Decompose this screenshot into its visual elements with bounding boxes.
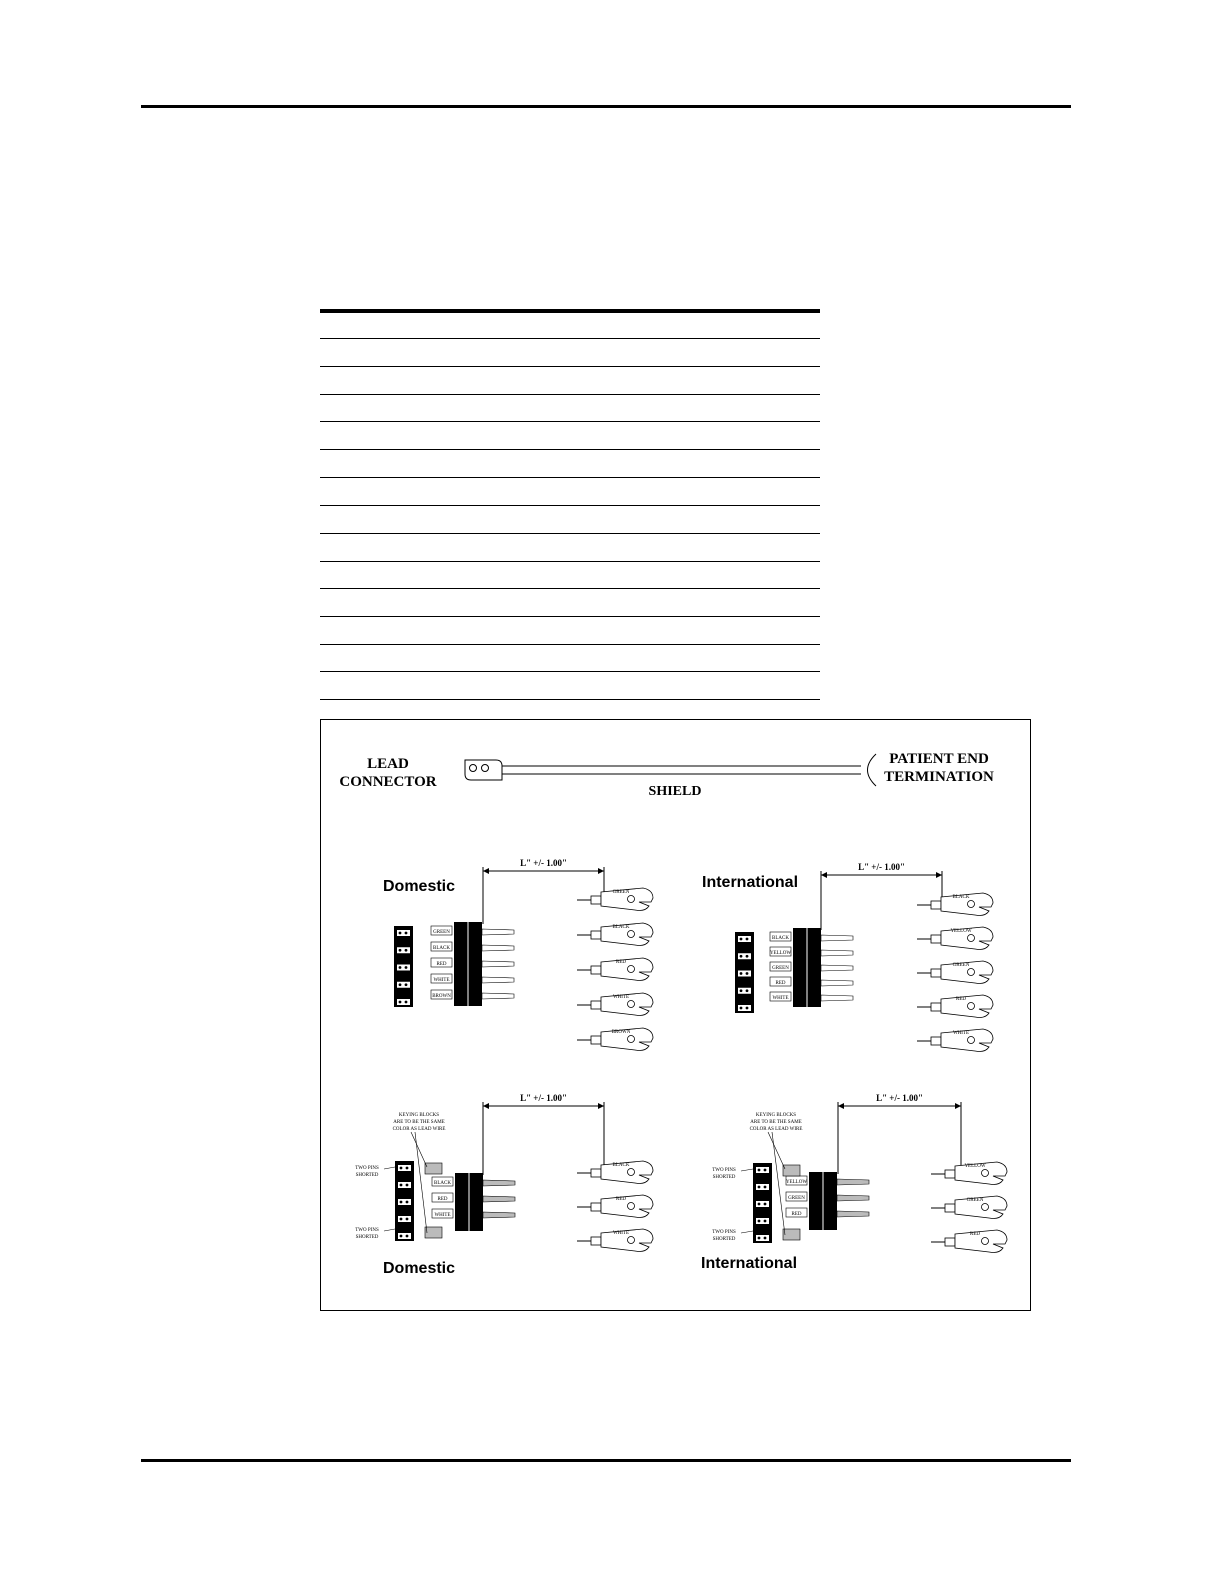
lead-wire	[483, 1180, 515, 1186]
pin-hole	[406, 1218, 409, 1221]
pin-hole	[764, 1220, 767, 1223]
table-row-rule	[320, 421, 820, 422]
pin-hole	[400, 1218, 403, 1221]
lead-wire	[482, 993, 514, 999]
top-rule	[141, 105, 1071, 108]
shield-cable	[502, 754, 876, 786]
two-pins-shorted-label: SHORTED	[355, 1173, 379, 1178]
patient-end-label-2: TERMINATION	[884, 769, 994, 785]
lead-wire	[837, 1179, 869, 1185]
two-pins-shorted-leader	[741, 1169, 753, 1171]
clip-boot	[945, 1204, 955, 1212]
length-label: L" +/- 1.00"	[520, 1093, 567, 1103]
keying-note-line: ARE TO BE THE SAME	[750, 1120, 802, 1125]
keying-note-line: COLOR AS LEAD WIRE	[392, 1127, 446, 1132]
keying-note-leader	[415, 1132, 427, 1233]
electrode-clip	[931, 1196, 1007, 1219]
clip-boot	[931, 1003, 941, 1011]
pin-hole	[746, 1007, 749, 1010]
clip-body	[941, 995, 993, 1018]
clip-boot	[945, 1170, 955, 1178]
pin-hole	[746, 938, 749, 941]
clip-label: GREEN	[952, 963, 970, 968]
two-pins-shorted-label: TWO PINS	[355, 1228, 379, 1233]
lead-wire	[821, 965, 853, 971]
two-pins-shorted-leader	[384, 1167, 395, 1169]
clip-label: GREEN	[612, 890, 630, 895]
electrode-clip	[577, 1028, 653, 1051]
clip-label: WHITE	[612, 1231, 630, 1236]
clip-body	[955, 1230, 1007, 1253]
panel-4	[701, 1093, 1007, 1272]
clip-marker	[968, 1003, 975, 1010]
clip-marker	[982, 1170, 989, 1177]
clip-label: BLACK	[612, 925, 630, 930]
pin-hole	[405, 932, 408, 935]
clip-marker	[982, 1204, 989, 1211]
clip-label: WHITE	[612, 995, 630, 1000]
panel-2	[702, 862, 993, 1052]
table-row-rule	[320, 561, 820, 562]
clip-label: RED	[970, 1232, 980, 1237]
table-row-rule	[320, 394, 820, 395]
two-pins-shorted-label: SHORTED	[712, 1237, 736, 1242]
clip-body	[601, 1195, 653, 1218]
clip-marker	[968, 969, 975, 976]
wire-label: BROWN	[432, 994, 451, 999]
clip-boot	[591, 966, 601, 974]
pin-hole	[740, 1007, 743, 1010]
clip-marker	[968, 901, 975, 908]
pin-hole	[764, 1237, 767, 1240]
pin-hole	[406, 1167, 409, 1170]
clip-label: RED	[956, 997, 966, 1002]
wire-label: RED	[437, 1197, 448, 1202]
two-pins-shorted-label: TWO PINS	[355, 1166, 379, 1171]
pin-hole	[406, 1201, 409, 1204]
table-row-rule	[320, 644, 820, 645]
pin-hole	[758, 1237, 761, 1240]
lead-wire	[837, 1211, 869, 1217]
table-row-rule	[320, 699, 820, 700]
electrode-clip	[931, 1230, 1007, 1253]
electrode-clip	[577, 958, 653, 981]
pin-hole	[740, 955, 743, 958]
clip-boot	[931, 1037, 941, 1045]
two-pins-shorted-leader	[741, 1231, 753, 1233]
clip-marker	[628, 1001, 635, 1008]
keying-note-leader	[772, 1132, 785, 1235]
pin-hole	[758, 1169, 761, 1172]
clip-marker	[628, 1036, 635, 1043]
lead-wire	[482, 945, 514, 951]
pin-hole	[758, 1186, 761, 1189]
clip-marker	[628, 1237, 635, 1244]
keying-block	[783, 1165, 800, 1176]
clip-boot	[591, 1036, 601, 1044]
pin-hole	[405, 983, 408, 986]
two-pins-shorted-label: TWO PINS	[712, 1230, 736, 1235]
clip-boot	[931, 935, 941, 943]
table-row-rule	[320, 338, 820, 339]
pin-hole	[400, 1184, 403, 1187]
wire-label: WHITE	[772, 996, 789, 1001]
wire-label: BLACK	[772, 936, 789, 941]
empty-table	[320, 309, 820, 704]
wire-label: GREEN	[788, 1196, 805, 1201]
clip-label: GREEN	[966, 1198, 984, 1203]
lead-wire	[821, 980, 853, 986]
table-header-rule	[320, 309, 820, 313]
electrode-clip	[577, 993, 653, 1016]
wire-label: GREEN	[772, 966, 789, 971]
clip-boot	[591, 1169, 601, 1177]
lead-wire	[482, 929, 514, 935]
pin-hole	[764, 1203, 767, 1206]
lead-wire	[483, 1196, 515, 1202]
clip-marker	[968, 935, 975, 942]
table-row-rule	[320, 366, 820, 367]
lead-wire-diagram	[320, 719, 1031, 1311]
wire-label: BLACK	[434, 1181, 451, 1186]
two-pins-shorted-label: TWO PINS	[712, 1168, 736, 1173]
two-pins-shorted-label: SHORTED	[712, 1175, 736, 1180]
table-row-rule	[320, 477, 820, 478]
clip-label: YELLOW	[950, 929, 972, 934]
clip-boot	[931, 901, 941, 909]
pin-hole	[740, 972, 743, 975]
pin-hole	[405, 1001, 408, 1004]
clip-marker	[628, 1203, 635, 1210]
wire-label: WHITE	[433, 978, 450, 983]
wire-label: YELLOW	[769, 951, 792, 956]
electrode-clip	[577, 1161, 653, 1184]
panel-3	[355, 1093, 653, 1277]
clip-label: WHITE	[952, 1031, 970, 1036]
panel-title: Domestic	[383, 878, 456, 895]
wire-label: RED	[436, 962, 447, 967]
clip-label: RED	[616, 960, 626, 965]
clip-marker	[628, 966, 635, 973]
table-row-rule	[320, 505, 820, 506]
clip-boot	[945, 1238, 955, 1246]
pin-hole	[399, 1001, 402, 1004]
pin-hole	[405, 966, 408, 969]
table-row-rule	[320, 449, 820, 450]
panels	[355, 858, 1007, 1277]
panel-title: International	[702, 874, 799, 891]
pin-hole	[399, 949, 402, 952]
clip-boot	[591, 1203, 601, 1211]
table-row-rule	[320, 616, 820, 617]
clip-marker	[968, 1037, 975, 1044]
pin-hole	[405, 949, 408, 952]
patient-end-label-1: PATIENT END	[889, 751, 989, 767]
clip-marker	[982, 1238, 989, 1245]
electrode-clip	[917, 893, 993, 916]
clip-label: BLACK	[952, 895, 970, 900]
electrode-clip	[917, 1029, 993, 1052]
clip-boot	[591, 1237, 601, 1245]
bottom-rule	[141, 1459, 1071, 1462]
keying-block	[783, 1229, 800, 1240]
wire-label: GREEN	[433, 930, 450, 935]
panel-1	[383, 858, 653, 1051]
pin-hole	[400, 1235, 403, 1238]
lead-connector-label-2: CONNECTOR	[339, 774, 437, 790]
clip-marker	[628, 896, 635, 903]
clip-body	[601, 958, 653, 981]
pin-hole	[400, 1167, 403, 1170]
pin-hole	[758, 1220, 761, 1223]
keying-block	[425, 1163, 442, 1174]
two-pins-shorted-label: SHORTED	[355, 1235, 379, 1240]
clip-label: RED	[616, 1197, 626, 1202]
clip-label: BROWN	[611, 1030, 631, 1035]
lead-wire	[482, 977, 514, 983]
clip-label: YELLOW	[964, 1164, 986, 1169]
electrode-clip	[577, 923, 653, 946]
two-pins-shorted-leader	[384, 1229, 395, 1231]
diagram-canvas	[321, 720, 1032, 1312]
keying-block	[425, 1227, 442, 1238]
lead-wire	[482, 961, 514, 967]
lead-wire	[821, 995, 853, 1001]
pin-hole	[764, 1169, 767, 1172]
lead-wire	[821, 935, 853, 941]
clip-boot	[591, 931, 601, 939]
panel-title: Domestic	[383, 1260, 456, 1277]
wire-label: RED	[775, 981, 786, 986]
electrode-clip	[577, 1229, 653, 1252]
table-row-rule	[320, 671, 820, 672]
shield-label: SHIELD	[648, 784, 702, 799]
keying-note-line: COLOR AS LEAD WIRE	[749, 1127, 803, 1132]
electrode-clip	[917, 927, 993, 950]
pin-hole	[758, 1203, 761, 1206]
pin-hole	[406, 1184, 409, 1187]
keying-note-line: KEYING BLOCKS	[755, 1113, 797, 1118]
electrode-clip	[917, 961, 993, 984]
keying-note-line: KEYING BLOCKS	[398, 1113, 440, 1118]
lead-wire	[837, 1195, 869, 1201]
wire-label: BLACK	[433, 946, 450, 951]
clip-marker	[628, 1169, 635, 1176]
clip-boot	[591, 896, 601, 904]
pin-hole	[746, 972, 749, 975]
length-label: L" +/- 1.00"	[876, 1093, 923, 1103]
pin-hole	[406, 1235, 409, 1238]
lead-wire	[821, 950, 853, 956]
clip-label: BLACK	[612, 1163, 630, 1168]
lead-connector-shape	[465, 760, 502, 780]
electrode-clip	[931, 1162, 1007, 1185]
electrode-clip	[577, 1195, 653, 1218]
pin-hole	[746, 989, 749, 992]
wire-label: WHITE	[434, 1213, 451, 1218]
clip-boot	[591, 1001, 601, 1009]
wire-label: YELLOW	[785, 1180, 808, 1185]
pin-hole	[400, 1201, 403, 1204]
clip-marker	[628, 931, 635, 938]
keying-note-line: ARE TO BE THE SAME	[393, 1120, 445, 1125]
pin-hole	[399, 983, 402, 986]
length-label: L" +/- 1.00"	[520, 858, 567, 868]
electrode-clip	[917, 995, 993, 1018]
pin-hole	[740, 989, 743, 992]
lead-connector-label-1: LEAD	[367, 756, 409, 772]
lead-wire	[483, 1212, 515, 1218]
pin-hole	[746, 955, 749, 958]
length-label: L" +/- 1.00"	[858, 862, 905, 872]
electrode-clip	[577, 888, 653, 911]
table-row-rule	[320, 588, 820, 589]
table-row-rule	[320, 533, 820, 534]
pin-hole	[764, 1186, 767, 1189]
pin-hole	[399, 932, 402, 935]
pin-hole	[740, 938, 743, 941]
wire-label: RED	[791, 1212, 802, 1217]
pin-hole	[399, 966, 402, 969]
clip-boot	[931, 969, 941, 977]
panel-title: International	[701, 1255, 798, 1272]
